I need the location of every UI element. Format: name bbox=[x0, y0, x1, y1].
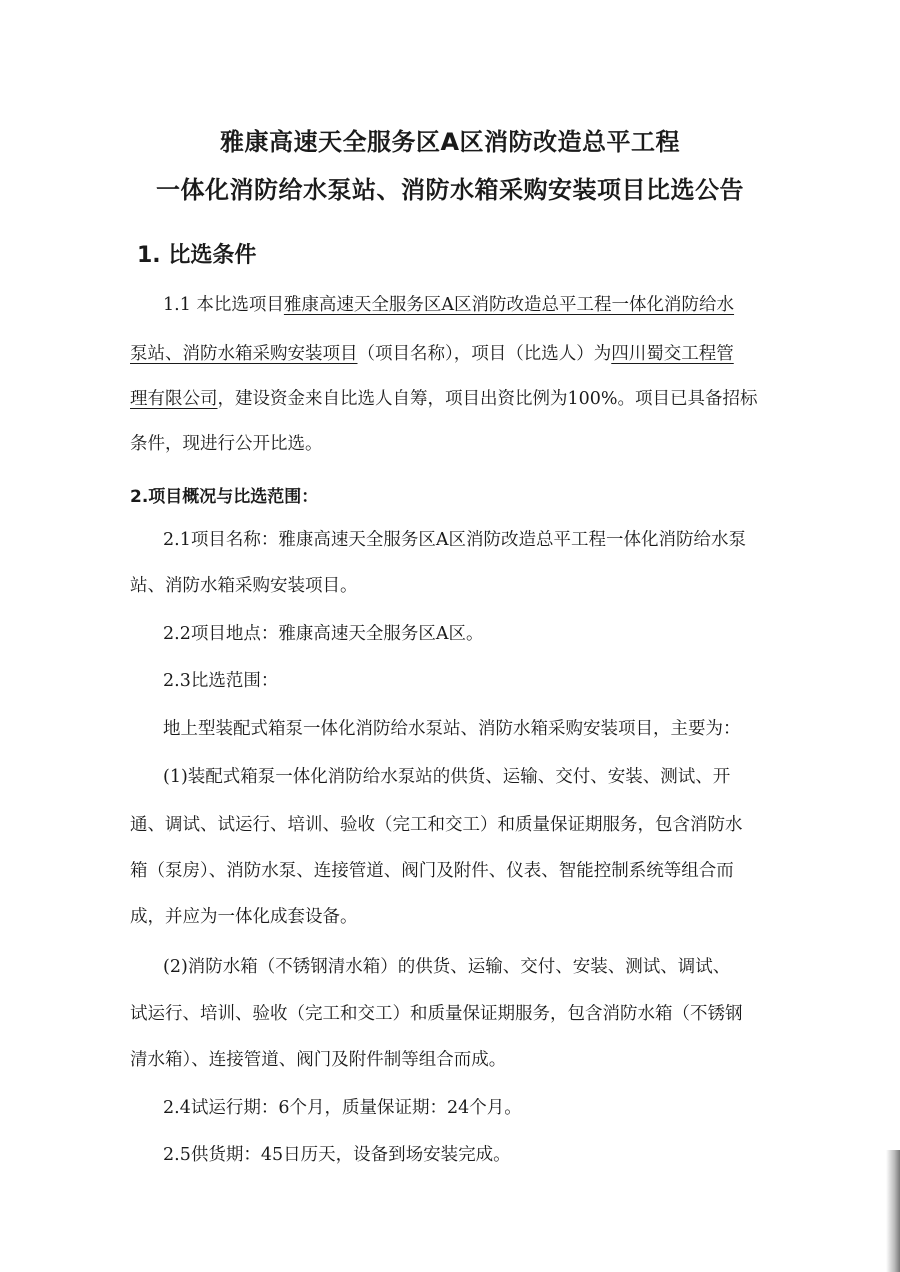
item-2-1-line2: 站、消防水箱采购安装项目。 bbox=[130, 576, 358, 596]
scan-edge-shadow bbox=[886, 1150, 900, 1272]
paragraph-1-1-line4: 条件，现进行公开比选。 bbox=[130, 434, 323, 454]
document-title-line1: 雅康高速天全服务区A区消防改造总平工程 bbox=[219, 128, 681, 156]
item-2-4: 2.4试运行期：6个月，质量保证期：24个月。 bbox=[163, 1098, 522, 1118]
item-2-5: 2.5供货期：45日历天，设备到场安装完成。 bbox=[163, 1145, 511, 1165]
scope1-line4: 成，并应为一体化成套设备。 bbox=[130, 907, 358, 927]
text-segment: （项目名称），项目（比选人）为 bbox=[357, 344, 612, 364]
project-name-underlined: 泵站、消防水箱采购安装项目 bbox=[130, 344, 358, 364]
company-name-underlined: 四川蜀交工程管 bbox=[611, 344, 734, 364]
scope2-line1: (2)消防水箱（不锈钢清水箱）的供货、运输、交付、安装、测试、调试、 bbox=[163, 957, 731, 977]
section2-heading: 2.项目概况与比选范围： bbox=[130, 487, 319, 507]
paragraph-1-1-line1 bbox=[163, 293, 770, 317]
scope2-line2: 试运行、培训、验收（完工和交工）和质量保证期服务，包含消防水箱（不锈钢 bbox=[130, 1004, 743, 1024]
scope1-line3: 箱（泵房）、消防水泵、连接管道、阀门及附件、仪表、智能控制系统等组合而 bbox=[130, 861, 734, 881]
scope1-line2: 通、调试、试运行、培训、验收（完工和交工）和质量保证期服务，包含消防水 bbox=[130, 815, 743, 835]
section1-heading: 1. 比选条件 bbox=[137, 243, 257, 268]
paragraph-1-1-line3 bbox=[130, 387, 770, 411]
project-name-underlined: 雅康高速天全服务区A区消防改造总平工程一体化消防给水 bbox=[283, 295, 735, 315]
text-segment: ，建设资金来自比选人自筹，项目出资比例为100%。项目已具备招标 bbox=[217, 389, 758, 409]
scope1-line1: (1)装配式箱泵一体化消防给水泵站的供货、运输、交付、安装、测试、开 bbox=[163, 767, 731, 787]
scope-intro: 地上型装配式箱泵一体化消防给水泵站、消防水箱采购安装项目，主要为： bbox=[163, 719, 741, 739]
document-title-line2: 一体化消防给水泵站、消防水箱采购安装项目比选公告 bbox=[156, 176, 744, 204]
item-2-2: 2.2项目地点：雅康高速天全服务区A区。 bbox=[163, 624, 484, 644]
company-name-underlined: 理有限公司 bbox=[130, 389, 218, 409]
item-2-1-line1: 2.1项目名称：雅康高速天全服务区A区消防改造总平工程一体化消防给水泵 bbox=[163, 530, 746, 550]
item-2-3: 2.3比选范围： bbox=[163, 671, 279, 691]
scope2-line3: 清水箱）、连接管道、阀门及附件制等组合而成。 bbox=[130, 1050, 507, 1070]
paragraph-1-1-line2 bbox=[130, 342, 770, 366]
text-segment: 1.1 本比选项目 bbox=[163, 295, 284, 315]
